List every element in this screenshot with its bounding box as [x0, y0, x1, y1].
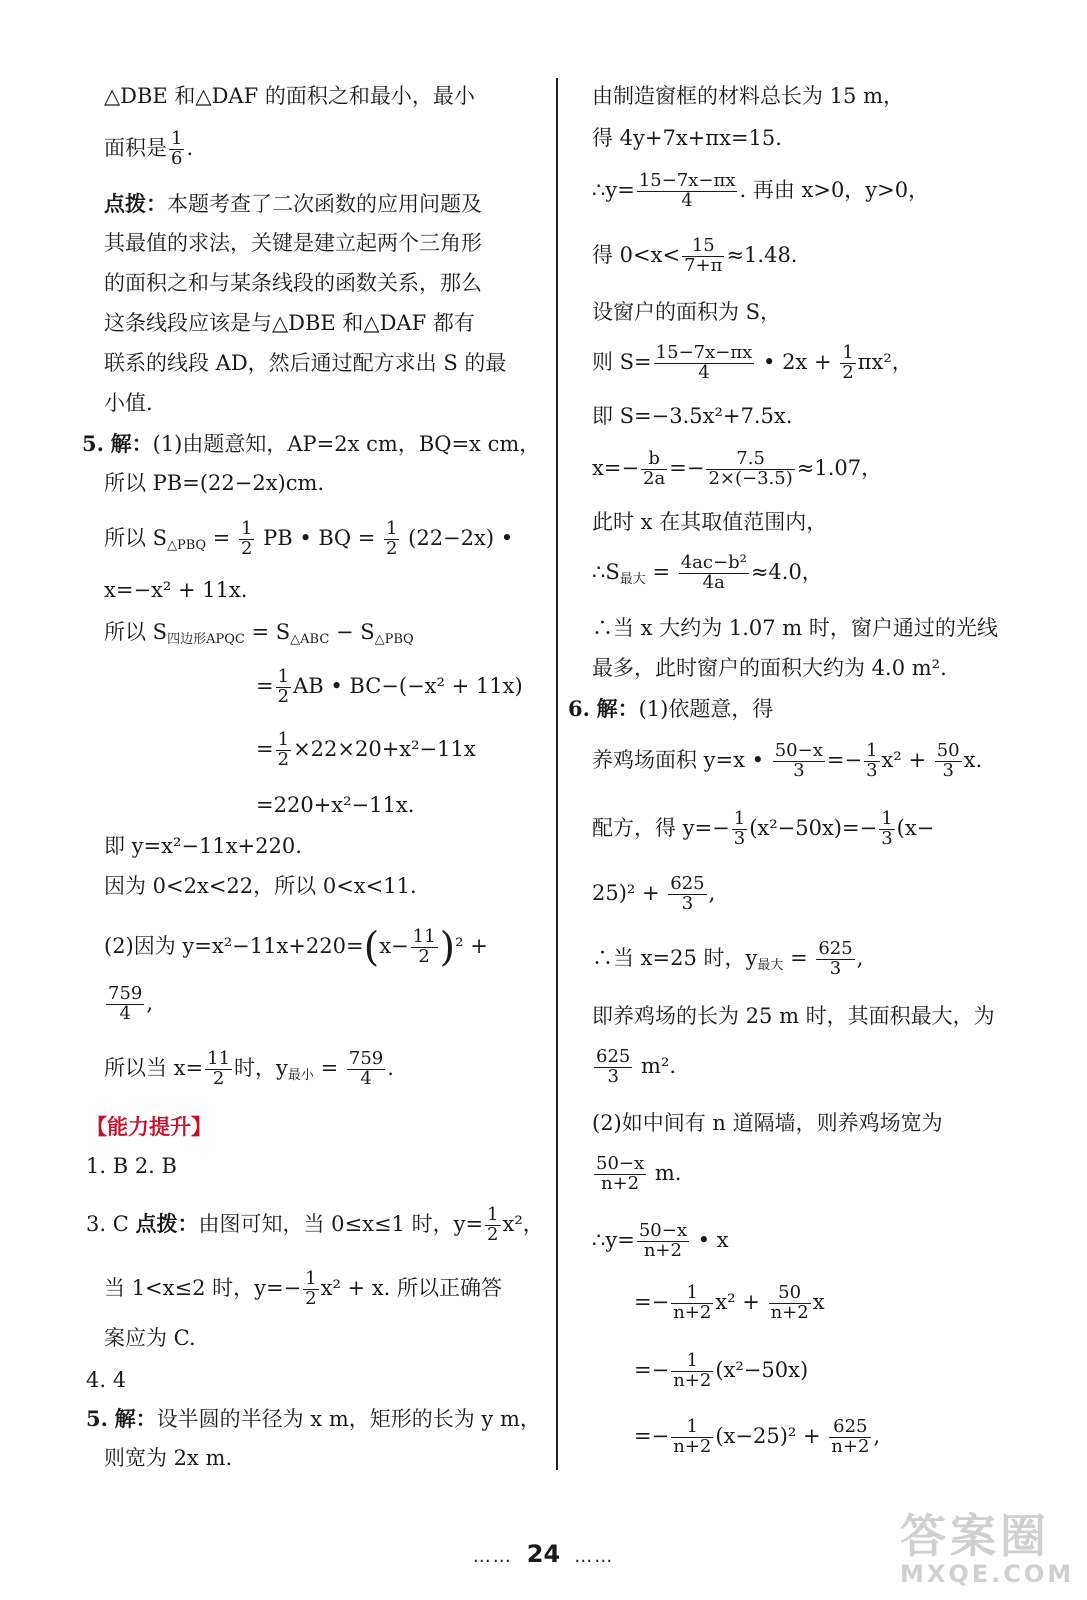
fraction: $\frac{11}{2}$	[412, 926, 436, 967]
formula-line: $\frac{625}{3}$ m².	[596, 1046, 677, 1087]
fraction: $\frac{15}{7+\pi}$	[684, 235, 723, 276]
text-line: 这条线段应该是与△DBE 和△DAF 都有	[104, 311, 475, 335]
answer-line: 4. 4	[86, 1368, 127, 1392]
formula-line: = $\frac{1}{2}$ AB • BC−(−x² + 11x)	[256, 666, 523, 707]
fraction: $\frac{759}{4}$	[108, 983, 143, 1024]
fraction: $\frac{1}{2}$	[305, 1268, 317, 1309]
fraction: $\frac{\text{4ac−b²}}{4a}$	[680, 552, 747, 593]
fraction: $\frac{50}{n+2}$	[770, 1282, 809, 1323]
text: 本题考查了二次函数的应用问题及	[167, 192, 482, 216]
fraction: $\frac{1}{2}$	[277, 666, 290, 707]
fraction: $\frac{7.5}{2\times(-3.5)}$	[708, 448, 793, 489]
fraction: $\frac{1}{n+2}$	[673, 1282, 712, 1323]
question-5	[82, 433, 540, 455]
fraction: $\frac{1}{3}$	[866, 740, 878, 781]
formula-line: 即 S=−3.5x²+7.5x.	[592, 404, 793, 428]
answer-line: 3. C 点拨：由图可知，当 0≤x≤1 时，y= $\frac{1}{2}$ x²，	[86, 1204, 544, 1245]
watermark-url: MXQE.COM	[900, 1560, 1075, 1588]
fraction: $\frac{1}{3}$	[733, 808, 746, 849]
column-divider	[556, 78, 558, 1470]
fraction: $\frac{1}{3}$	[881, 808, 893, 849]
fraction: $\frac{50}{3}$	[936, 740, 960, 781]
formula-line: 得 0<x< $\frac{15}{7+\pi}$ ≈1.48.	[592, 235, 798, 276]
formula-line: x=−x² + 11x.	[104, 578, 248, 602]
hint-label: 点拨：	[135, 1210, 199, 1236]
formula-line: 得 4y+7x+πx=15.	[592, 126, 782, 150]
solution-label: 解：	[596, 696, 639, 721]
solution-label: 解：	[114, 1406, 157, 1431]
text-line: 由制造窗框的材料总长为 15 m，	[592, 84, 904, 108]
fraction: $\frac{50-x}{n+2}$	[638, 1220, 687, 1261]
fraction: $\frac{15-7x-\pi x}{4}$	[638, 170, 736, 211]
formula-line: 则 S= $\frac{15-7x-\pi x}{4}$ • 2x + $\frac{1}{2}$ πx²，	[592, 342, 913, 383]
fraction: $\frac{50-x}{n+2}$	[596, 1153, 645, 1194]
fraction: $\frac{1}{6}$	[171, 128, 183, 169]
fraction: $\frac{1}{2}$	[487, 1204, 499, 1245]
text: (1)由题意知，AP=2x cm，BQ=x cm，	[152, 432, 541, 456]
fraction: $\frac{625}{n+2}$	[831, 1416, 870, 1457]
footer-dots: ……	[472, 1546, 513, 1567]
text-line: 此时 x 在其取值范围内，	[592, 510, 828, 534]
text-line: 小值.	[104, 391, 153, 415]
question-6: 6. 解：(1)依题意，得	[568, 696, 774, 721]
fraction: $\frac{625}{3}$	[670, 873, 705, 914]
answer-line: 1. B 2. B	[86, 1154, 177, 1178]
formula-line: 所以当 x= $\frac{11}{2}$ 时，$y_{最小}$ = $\frac{759}{4}$ .	[104, 1048, 394, 1089]
watermark-text: 答案圈	[900, 1509, 1050, 1563]
fraction: $\frac{11}{2}$	[207, 1048, 231, 1089]
text-line	[104, 193, 482, 215]
fraction: $\frac{1}{n+2}$	[673, 1416, 712, 1457]
formula-line: =− $\frac{1}{n+2}$ (x²−50x)	[634, 1350, 809, 1391]
section-heading: 【能力提升】	[86, 1114, 212, 1139]
fraction: $\frac{759}{4}$	[348, 1048, 384, 1089]
text-line: 其最值的求法，关键是建立起两个三角形	[104, 231, 482, 255]
answer-line: 5. 解：设半圆的半径为 x m，矩形的长为 y m，	[86, 1406, 541, 1431]
question-number: 5.	[82, 431, 104, 456]
formula-line: ∴当 x=25 时，$y_{最大}$ = $\frac{625}{3}$ ,	[592, 938, 864, 979]
text-line: 即养鸡场的长为 25 m 时，其面积最大，为	[592, 1004, 995, 1028]
text-line: 则宽为 2x m.	[104, 1446, 233, 1470]
formula-line: 25)² + $\frac{625}{3}$ ,	[592, 873, 716, 914]
formula-line: ∴y= $\frac{15-7x-\pi x}{4}$ . 再由 x>0，y>0，	[592, 170, 930, 211]
text-line: (2)如中间有 n 道隔墙，则养鸡场宽为	[592, 1111, 943, 1135]
fraction: $\frac{1}{2}$	[386, 518, 398, 559]
text-line: 设窗户的面积为 S，	[592, 300, 782, 324]
text-line: △DBE 和△DAF 的面积之和最小，最小	[104, 84, 475, 108]
fraction: $\frac{1}{2}$	[240, 518, 253, 559]
fraction: $\frac{50-x}{3}$	[774, 740, 823, 781]
formula-line: $\frac{759}{4}$ ,	[108, 983, 154, 1024]
page-number: 24	[526, 1540, 561, 1568]
formula-line: $\frac{50-x}{n+2}$ m.	[596, 1153, 682, 1194]
text-line: ∴当 x 大约为 1.07 m 时，窗户通过的光线	[592, 616, 998, 640]
formula-line: =− $\frac{1}{n+2}$ x² + $\frac{50}{n+2}$ x	[634, 1282, 825, 1323]
text-line	[104, 130, 193, 169]
fraction: $\frac{1}{2}$	[842, 342, 854, 383]
text-line: 最多，此时窗户的面积大约为 4.0 m².	[592, 656, 947, 680]
formula-line: = $\frac{1}{2}$ ×22×20+x²−11x	[256, 729, 476, 770]
footer-dots: ……	[574, 1546, 615, 1567]
fraction: $\frac{1}{2}$	[277, 729, 290, 770]
fraction: $\frac{625}{3}$	[818, 938, 853, 979]
fraction: $\frac{625}{3}$	[596, 1046, 631, 1087]
formula-line: (2)因为 y=x²−11x+220=(x− $\frac{11}{2}$ )² +	[104, 924, 488, 971]
text-line: 联系的线段 AD，然后通过配方求出 S 的最	[104, 351, 507, 375]
hint-label: 点拨：	[104, 191, 167, 216]
text: .	[186, 135, 194, 160]
formula-line: 当 1<x≤2 时，y=− $\frac{1}{2}$ x² + x. 所以正确答	[104, 1268, 503, 1309]
formula-line: ∴y= $\frac{50-x}{n+2}$ • x	[592, 1220, 729, 1261]
text-line: 案应为 C.	[104, 1326, 196, 1350]
fraction: $\frac{1}{n+2}$	[673, 1350, 712, 1391]
solution-label: 解：	[110, 431, 153, 456]
text: 面积是	[104, 135, 167, 160]
watermark-logo	[900, 1500, 1075, 1590]
text-line: 因为 0<2x<22，所以 0<x<11.	[104, 874, 417, 898]
formula-line: 所以 $S_{\triangle PBQ}$ = $\frac{1}{2}$ PB • BQ = $\frac{1}{2}$ (22−2x) •	[104, 518, 514, 559]
fraction: $\frac{15-7x-\pi x}{4}$	[655, 342, 753, 383]
formula-line: 即 y=x²−11x+220.	[104, 834, 302, 858]
formula-line: =220+x²−11x.	[256, 793, 415, 817]
text-line: 所以 PB=(22−2x)cm.	[104, 471, 325, 495]
formula-line: 所以 $S_{四边形APQC} = S_{\triangle ABC} - S_{\triangle PBQ}$	[104, 620, 414, 647]
formula-line: $\therefore S_{最大}$ = $\frac{\text{4ac−b²}}{4a}$ ≈4.0，	[592, 552, 823, 593]
formula-line: =− $\frac{1}{n+2}$ (x−25)² + $\frac{625}{n+2}$ ,	[634, 1416, 881, 1457]
fraction: $\frac{b}{2a}$	[643, 448, 666, 489]
formula-line: 养鸡场面积 y=x • $\frac{50-x}{3}$ =− $\frac{1}{3}$ x² + $\frac{50}{3}$ x.	[592, 740, 983, 781]
text-line: 的面积之和与某条线段的函数关系，那么	[104, 271, 482, 295]
formula-line: x=− $\frac{b}{2a}$ =− $\frac{7.5}{2\times(-3.5)}$ ≈1.07，	[592, 448, 883, 489]
formula-line: 配方，得 y=− $\frac{1}{3}$ (x²−50x)=− $\frac{1}{3}$ (x−	[592, 808, 935, 849]
